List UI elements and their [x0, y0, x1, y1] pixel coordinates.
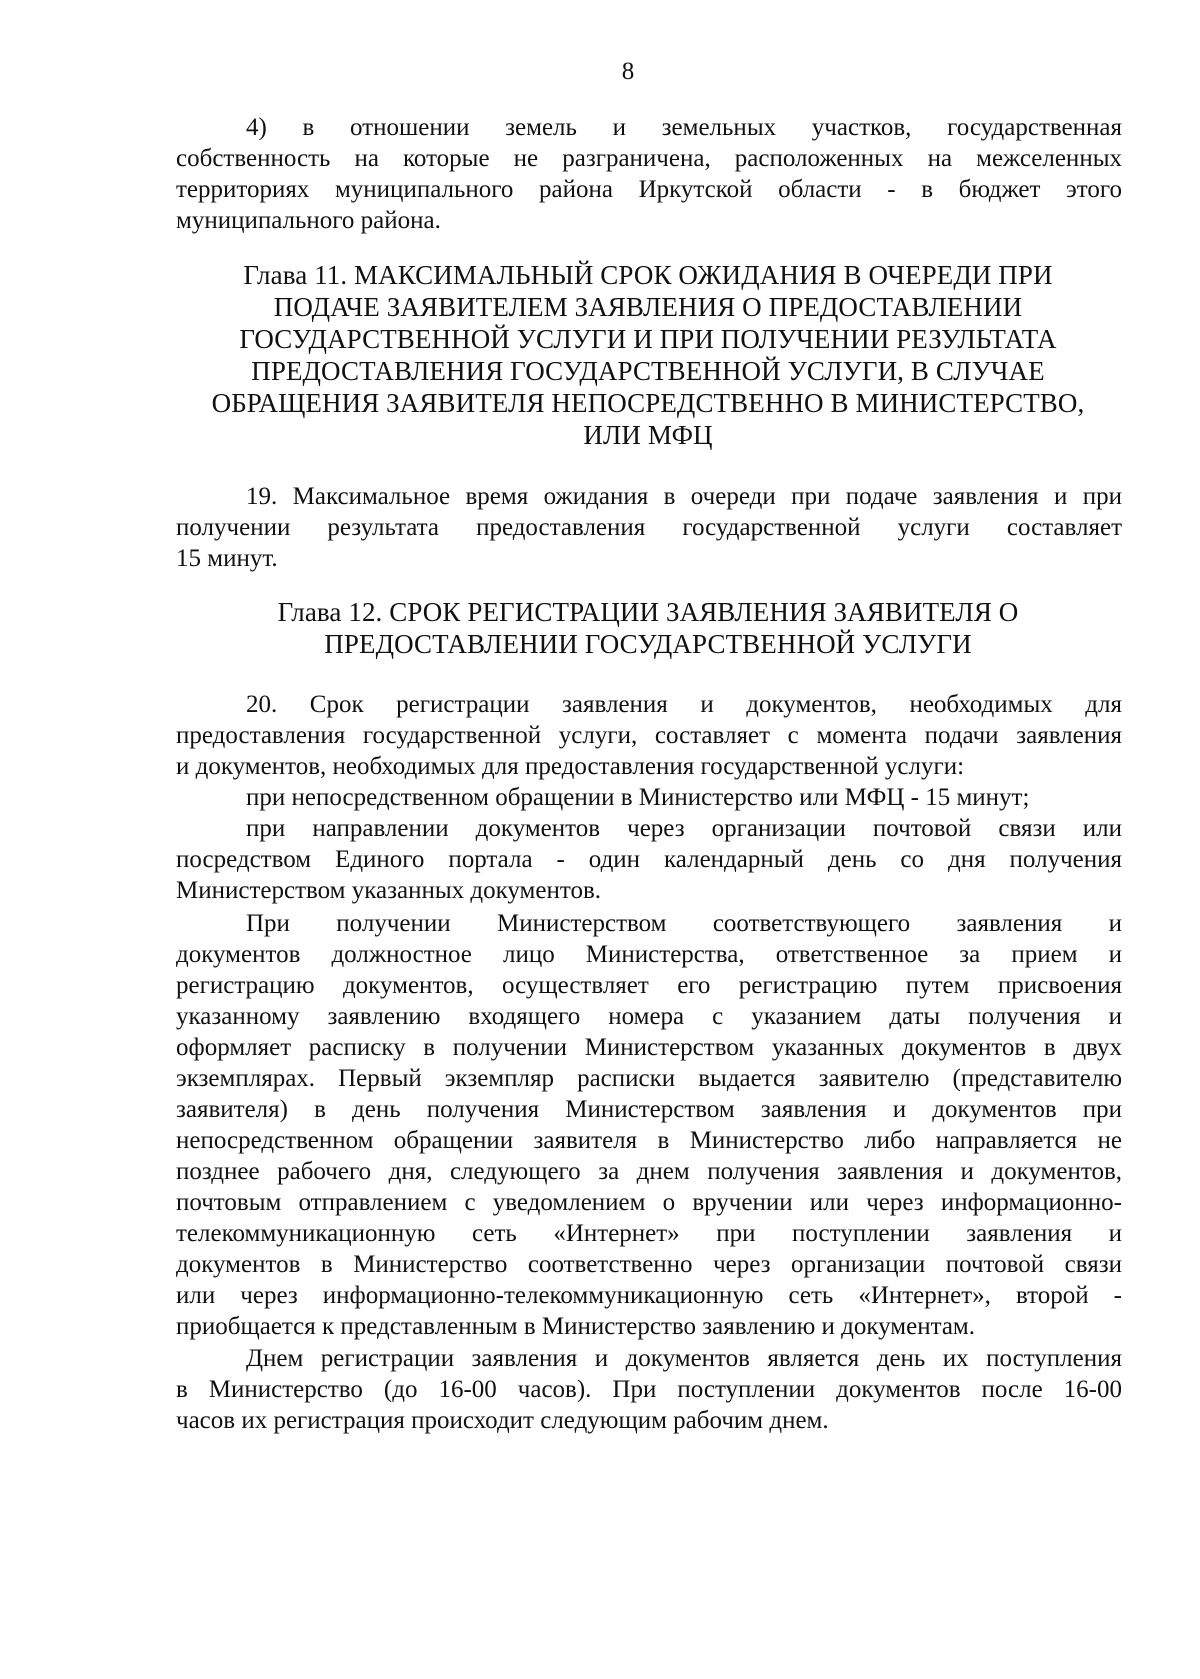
text-line: непосредственном обращении заявителя в Министерство либо направляется не [176, 1127, 1122, 1154]
heading-line: ПОДАЧЕ ЗАЯВИТЕЛЕМ ЗАЯВЛЕНИЯ О ПРЕДОСТАВЛЕНИИ [273, 292, 1023, 322]
text-line: экземплярах. Первый экземпляр расписки выдается заявителю (представителю [176, 1065, 1122, 1092]
text-line: территориях муниципального района Иркутской области - в бюджет этого [176, 176, 1122, 203]
text-line: заявителя) в день получения Министерством заявления и документов при [176, 1096, 1122, 1123]
text-line: При получении Министерством соответствующего заявления и [246, 910, 1122, 937]
text-line: муниципального района. [176, 207, 441, 234]
heading-line: ИЛИ МФЦ [583, 420, 713, 450]
text-line: документов должностное лицо Министерства, ответственное за прием и [176, 941, 1122, 968]
text-line: при направлении документов через организации почтовой связи или [246, 815, 1122, 842]
text-line: оформляет расписку в получении Министерством указанных документов в двух [176, 1034, 1122, 1061]
text-line: в Министерство (до 16-00 часов). При поступлении документов после 16-00 [176, 1376, 1122, 1403]
text-line: почтовым отправлением с уведомлением о вручении или через информационно- [176, 1189, 1122, 1216]
text-line: предоставления государственной услуги, составляет с момента подачи заявления [176, 722, 1122, 749]
text-line: Министерством указанных документов. [176, 877, 601, 904]
text-line: 20. Срок регистрации заявления и документов, необходимых для [246, 691, 1122, 718]
text-line: телекоммуникационную сеть «Интернет» при поступлении заявления и [176, 1220, 1122, 1247]
heading-line: ГОСУДАРСТВЕННОЙ УСЛУГИ И ПРИ ПОЛУЧЕНИИ РЕЗУЛЬТАТА [239, 324, 1057, 354]
heading-line: Глава 12. СРОК РЕГИСТРАЦИИ ЗАЯВЛЕНИЯ ЗАЯВИТЕЛЯ О [277, 597, 1019, 627]
text-line: регистрацию документов, осуществляет его регистрацию путем присвоения [176, 972, 1122, 999]
text-line: 4) в отношении земель и земельных участков, государственная [246, 114, 1122, 141]
text-line: документов в Министерство соответственно через организации почтовой связи [176, 1251, 1122, 1278]
page-number: 8 [621, 58, 635, 85]
text-line: позднее рабочего дня, следующего за днем получения заявления и документов, [176, 1158, 1122, 1185]
text-line: получении результата предоставления государственной услуги составляет [176, 514, 1122, 541]
text-line: 19. Максимальное время ожидания в очереди при подаче заявления и при [246, 483, 1122, 510]
heading-line: Глава 11. МАКСИМАЛЬНЫЙ СРОК ОЖИДАНИЯ В ОЧЕРЕДИ ПРИ [243, 260, 1053, 290]
text-line: приобщается к представленным в Министерство заявлению и документам. [176, 1313, 975, 1340]
text-line: или через информационно-телекоммуникационную сеть «Интернет», второй - [176, 1282, 1122, 1309]
text-line: при непосредственном обращении в Министерство или МФЦ - 15 минут; [246, 784, 1030, 811]
heading-line: ОБРАЩЕНИЯ ЗАЯВИТЕЛЯ НЕПОСРЕДСТВЕННО В МИНИСТЕРСТВО, [211, 388, 1085, 418]
heading-line: ПРЕДОСТАВЛЕНИЯ ГОСУДАРСТВЕННОЙ УСЛУГИ, В СЛУЧАЕ [251, 356, 1045, 386]
text-line: собственность на которые не разграничена, расположенных на межселенных [176, 145, 1122, 172]
text-line: указанному заявлению входящего номера с указанием даты получения и [176, 1003, 1122, 1030]
heading-line: ПРЕДОСТАВЛЕНИИ ГОСУДАРСТВЕННОЙ УСЛУГИ [324, 629, 972, 659]
text-line: 15 минут. [176, 545, 278, 572]
text-line: часов их регистрация происходит следующим рабочим днем. [176, 1407, 829, 1434]
text-line: Днем регистрации заявления и документов является день их поступления [246, 1345, 1122, 1372]
text-line: и документов, необходимых для предоставления государственной услуги: [176, 753, 965, 780]
text-line: посредством Единого портала - один календарный день со дня получения [176, 846, 1122, 873]
